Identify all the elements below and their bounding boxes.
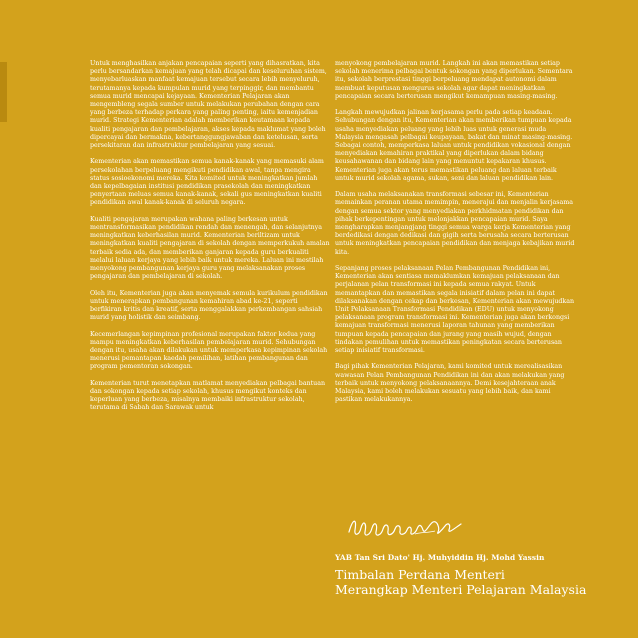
paragraph: Dalam usaha melaksanakan transformasi sebesar ini, Kementerian memainkan peranan utama memimpin, menerajui dan menjalin kerjasama dengan semua sektor yang menyediakan perkhidmatan pendidikan dan pihak berkepentingan untuk melonjakkan pencapaian murid. Saya mengharapkan menjangjang tinggi semua warga kerja Kementerian yang berdedikasi dengan dedikasi dan gigih serta berusaha secara berterusan untuk meningkatkan pencapaian pendidikan dan menjaga kebajikan murid kita. bbox=[335, 191, 575, 256]
signatory-title bbox=[335, 568, 586, 597]
paragraph: Oleh itu, Kementerian juga akan menyemak semula kurikulum pendidikan untuk menerapkan pembangunan kemahiran abad ke-21, seperti berfikiran kritis dan kreatif, serta menggalakkan perkembangan sahsiah murid yang holistik dan seimbang. bbox=[90, 289, 328, 322]
page-edge-marker bbox=[0, 62, 7, 122]
signature-image bbox=[345, 510, 465, 544]
paragraph: Kementerian turut menetapkan matlamat menyediakan pelbagai bantuan dan sokongan kepada setiap sekolah, khusus mengikut konteks dan keperluan yang berbeza, misalnya membaiki infrastruktur sekolah, terutama di Sabah dan Sarawak untuk bbox=[90, 379, 326, 412]
paragraph: Langkah mewujudkan jalinan kerjasama perlu pada setiap keadaan. Sehubungan dengan itu, Kementerian akan memberikan tumpuan kepada usaha menyediakan peluang yang lebih luas untuk generasi muda Malaysia mengasah pelbagai keupayaan, bakat dan minat masing-masing. Sebagai contoh, memperkasa laluan untuk pendidikan vokasional dengan menyediakan kemahiran praktikal yang diperlukan dalam bidang keusahawanan dan bidang lain yang menuntut kepakaran khusus. Kementerian juga akan terus memastikan peluang dan laluan terbaik untuk murid sekolah agama, sukan, seni dan laluan pendidikan lain. bbox=[335, 109, 573, 182]
paragraph: Kementerian akan memastikan semua kanak-kanak yang memasuki alam persekolahan berpeluang mengikuti pendidikan awal, tanpa mengira status sosioekonomi mereka. Kita komited untuk meningkatkan jumlah dan kepelbagaian institusi pendidikan prasekolah dan meningkatkan penyertaan meluas semua kanak-kanak, sekali gus meningkatkan kualiti pendidikan awal kanak-kanak di seluruh negara. bbox=[90, 158, 324, 207]
paragraph: menyokong pembelajaran murid. Langkah ini akan memastikan setiap sekolah menerima pelbagai bentuk sokongan yang diperlukan. Sementara itu, sekolah berprestasi tinggi berpeluang mendapat autonomi dalam membuat keputusan mengurus sekolah agar dapat meningkatkan pencapaian secara berterusan mengikut kemampuan masing-masing. bbox=[335, 60, 573, 100]
left-text-column bbox=[90, 60, 330, 421]
right-text-column bbox=[335, 60, 575, 413]
paragraph: Untuk menghasilkan anjakan pencapaian seperti yang dihasratkan, kita perlu bersandarkan kemajuan yang telah dicapai dan keseluruhan sistem, menyebarluaskan manfaat kemajuan tersebut secara lebih menyeluruh, terutamanya kepada kumpulan murid yang terpinggir, dan membantu semua murid mencapai kejayaan. Kementerian Pelajaran akan mengembleng segala sumber untuk melakukan perubahan dengan cara yang berbeza terhadap perkara yang paling penting, iaitu kemenjadian murid. Strategi Kementerian adalah memberikan keutamaan kepada kualiti pengajaran dan pembelajaran, akses kepada maklumat yang boleh dipercayai dan bermakna, kebertanggungjawaban dan ketelusan, serta persekitaran dan infrastruktur pembelajaran yang sesuai. bbox=[90, 60, 327, 150]
paragraph: Kecemerlangan kepimpinan profesional merupakan faktor kedua yang mampu meningkatkan keberhasilan pembelajaran murid. Sehubungan dengan itu, usaha akan dilakukan untuk memperkasa kepimpinan sekolah menerusi pemantapan kaedah pemilihan, latihan pembangunan dan program pementoran sokongan. bbox=[90, 330, 328, 371]
signatory-title-line: Merangkap Menteri Pelajaran Malaysia bbox=[335, 581, 587, 597]
paragraph: Kualiti pengajaran merupakan wahana paling berkesan untuk mentransformasikan pendidikan rendah dan menengah, dan selanjutnya meningkatkan keberhasilan murid. Kementerian beriltizam untuk meningkatkan kualiti pengajaran di sekolah dengan memperkukuh amalan terbaik sedia ada, dan memberikan ganjaran kepada guru berkualiti melalui laluan kerjaya yang lebih baik untuk mereka. Laluan ini mestilah menyokong pembangunan kerjaya guru yang melaksanakan proses pengajaran dan pembelajaran di sekolah. bbox=[90, 215, 330, 281]
paragraph: Bagi pihak Kementerian Pelajaran, kami komited untuk merealisasikan wawasan Pelan Pembangunan Pendidikan ini dan akan melakukan yang terbaik untuk menyokong pelaksanaannya. Demi kesejahteraan anak Malaysia, kami boleh melakukan sesuatu yang lebih baik, dan kami pastikan melakukannya. bbox=[335, 363, 565, 404]
paragraph: Sepanjang proses pelaksanaan Pelan Pembangunan Pendidikan ini, Kementerian akan sentiasa memaklumkan kemajuan pelaksanaan dan perjalanan pelan transformasi ini kepada semua rakyat. Untuk memantapkan dan memastikan segala inisiatif dalam pelan ini dapat dilaksanakan dengan cekap dan berkesan, Kementerian akan mewujudkan Unit Pelaksanaan Transformasi Pendidikan (EDU) untuk menyokong pelaksanaan program transformasi ini. Kementerian juga akan berkongsi kemajuan transformasi menerusi laporan tahunan yang memberikan tumpuan kepada pencapaian dan jurang yang masih wujud, dengan tindakan pemulihan untuk memastikan peningkatan secara berterusan setiap inisiatif transformasi. bbox=[335, 265, 575, 355]
signatory-title-line: Timbalan Perdana Menteri bbox=[335, 567, 505, 582]
signatory-name: YAB Tan Sri Dato' Hj. Muhyiddin Hj. Mohd Yassin bbox=[335, 553, 545, 562]
